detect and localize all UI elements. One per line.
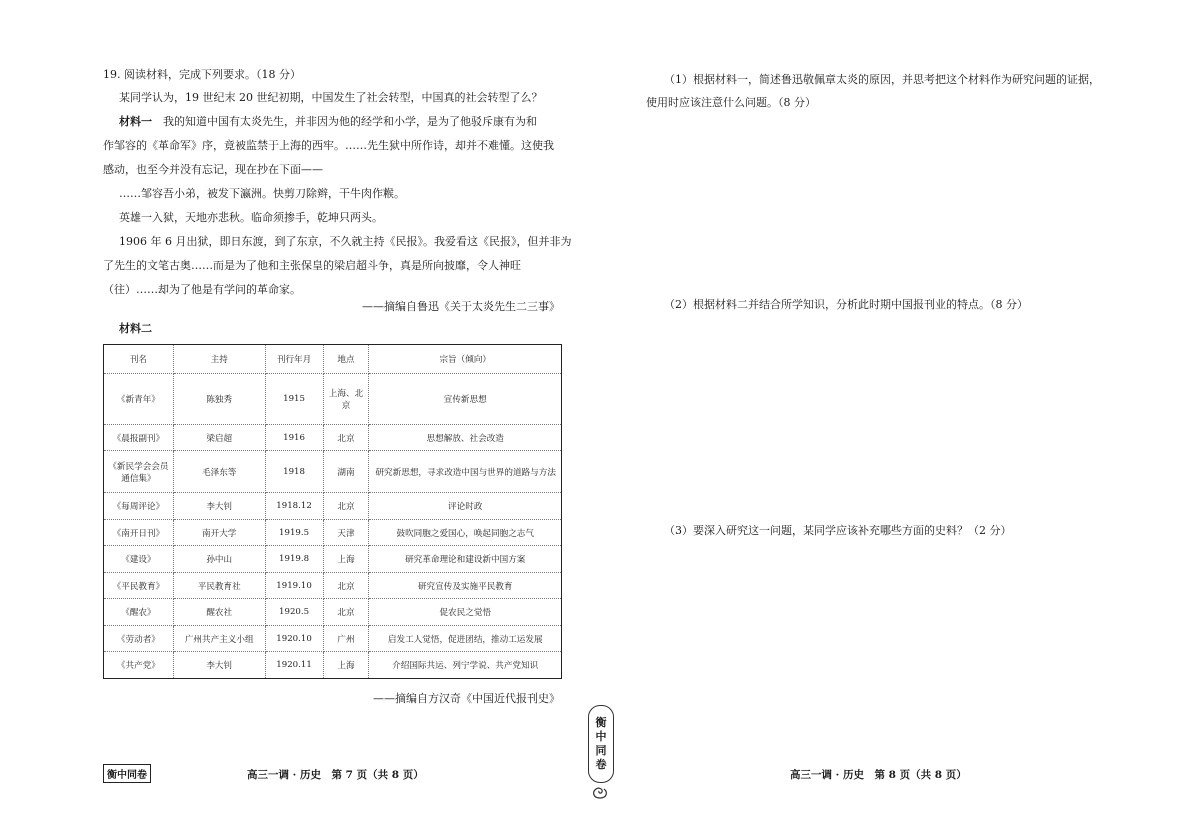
table-header: 刊行年月 (265, 345, 323, 374)
table-cell: 1918.12 (265, 493, 323, 520)
table-cell: 1915 (265, 374, 323, 425)
sub-question-1-line2: 使用时应该注意什么问题。（8 分） (646, 96, 816, 109)
table-row (104, 625, 562, 652)
table-cell: 介绍国际共运、列宁学说、共产党知识 (369, 652, 562, 679)
table-cell: 鼓吹同胞之爱国心，唤起同胞之志气 (369, 519, 562, 546)
table-row (104, 599, 562, 626)
table-cell: 湖南 (323, 451, 369, 493)
table-cell: 《南开日刊》 (104, 519, 174, 546)
table-row (104, 451, 562, 493)
seal-char: 卷 (595, 758, 607, 771)
table-cell: 毛泽东等 (173, 451, 265, 493)
table-cell: 上海、北京 (323, 374, 369, 425)
question-title: 19. 阅读材料，完成下列要求。（18 分） (103, 68, 301, 81)
question-intro: 某同学认为，19 世纪末 20 世纪初期，中国发生了社会转型，中国真的社会转型了么？ (119, 91, 543, 104)
table-cell: 《共产党》 (104, 652, 174, 679)
poem-line1: ……邹容吾小弟，被发下瀛洲。快剪刀除辫，干牛肉作糇。 (119, 187, 405, 200)
material-one-line6: （往）……却为了他是有学问的革命家。 (103, 283, 301, 296)
table-row (104, 546, 562, 573)
table-cell: 《晨报副刊》 (104, 424, 174, 451)
page-footer-right: 高三一调 · 历史 第 8 页（共 8 页） (790, 769, 967, 781)
table-cell: 1919.10 (265, 572, 323, 599)
material-one-line5: 了先生的文笔古奥……而是为了他和主张保皇的梁启超斗争，真是所向披靡，令人神旺 (103, 259, 521, 272)
seal-char: 衡 (595, 716, 607, 729)
material-two-label: 材料二 (119, 322, 152, 335)
table-cell: 《平民教育》 (104, 572, 174, 599)
table-cell: 广州共产主义小组 (173, 625, 265, 652)
material-one-label: 材料一 (119, 115, 152, 128)
table-cell: 《醒农》 (104, 599, 174, 626)
table-cell: 北京 (323, 424, 369, 451)
table-row (104, 493, 562, 520)
table-cell: 研究宣传及实施平民教育 (369, 572, 562, 599)
material-one-line4: 1906 年 6 月出狱，即日东渡，到了东京，不久就主持《民报》。我爱看这《民报》，但并非为 (119, 235, 572, 248)
table-cell: 1920.10 (265, 625, 323, 652)
table-header-row (104, 345, 562, 374)
sub-question-2: （2）根据材料二并结合所学知识，分析此时期中国报刊业的特点。（8 分） (664, 298, 1028, 311)
table-cell: 《劳动者》 (104, 625, 174, 652)
sub-question-1-line1: （1）根据材料一，简述鲁迅敬佩章太炎的原因，并思考把这个材料作为研究问题的证据， (664, 73, 1100, 86)
table-row (104, 374, 562, 425)
seal-char: 中 (595, 730, 607, 743)
table-row (104, 572, 562, 599)
table-cell: 宣传新思想 (369, 374, 562, 425)
seal-char: 同 (595, 744, 607, 757)
table-cell: 南开大学 (173, 519, 265, 546)
table-cell: 平民教育社 (173, 572, 265, 599)
table-cell: 李大钊 (173, 652, 265, 679)
table-cell: 孙中山 (173, 546, 265, 573)
table-cell: 醒农社 (173, 599, 265, 626)
table-header: 刊名 (104, 345, 174, 374)
poem-line2: 英雄一入狱，天地亦悲秋。临命须掺手，乾坤只两头。 (119, 211, 383, 224)
table-cell: 《建设》 (104, 546, 174, 573)
table-header: 地点 (323, 345, 369, 374)
table-cell: 《新民学会会员通信集》 (104, 451, 174, 493)
table-cell: 思想解放、社会改造 (369, 424, 562, 451)
table-cell: 上海 (323, 652, 369, 679)
table-cell: 1920.5 (265, 599, 323, 626)
table-cell: 研究革命理论和建设新中国方案 (369, 546, 562, 573)
sub-question-3: （3）要深入研究这一问题，某同学应该补充哪些方面的史料？（2 分） (664, 524, 1012, 537)
table-row (104, 424, 562, 451)
table-cell: 陈独秀 (173, 374, 265, 425)
table-cell: 促农民之觉悟 (369, 599, 562, 626)
table-header: 主持 (173, 345, 265, 374)
material-one-line2: 作邹容的《革命军》序，竟被监禁于上海的西牢。……先生狱中所作诗，却并不难懂。这使我 (103, 139, 554, 152)
material-one-line3: 感动，也至今并没有忘记，现在抄在下面—— (103, 163, 323, 176)
table-cell: 1919.8 (265, 546, 323, 573)
table-cell: 梁启超 (173, 424, 265, 451)
table-row (104, 519, 562, 546)
table-cell: 评论时政 (369, 493, 562, 520)
table-cell: 1916 (265, 424, 323, 451)
material-one-text1: 我的知道中国有太炎先生，并非因为他的经学和小学，是为了他驳斥康有为和 (163, 115, 537, 128)
table-row (104, 652, 562, 679)
table-cell: 1918 (265, 451, 323, 493)
table-cell: 1919.5 (265, 519, 323, 546)
material-one-source: ——摘编自鲁迅《关于太炎先生二三事》 (362, 300, 560, 313)
table-header: 宗旨（倾向） (369, 345, 562, 374)
material-one-line1 (119, 115, 537, 129)
table-cell: 李大钊 (173, 493, 265, 520)
journal-table (103, 344, 562, 679)
table-cell: 广州 (323, 625, 369, 652)
table-cell: 1920.11 (265, 652, 323, 679)
table-cell: 上海 (323, 546, 369, 573)
table-cell: 启发工人觉悟，促进团结，推动工运发展 (369, 625, 562, 652)
page-footer-left: 高三一调 · 历史 第 7 页（共 8 页） (247, 769, 424, 781)
table-cell: 北京 (323, 493, 369, 520)
right-page (600, 0, 1200, 827)
table-cell: 天津 (323, 519, 369, 546)
table-cell: 北京 (323, 599, 369, 626)
table-cell: 北京 (323, 572, 369, 599)
table-cell: 《每周评论》 (104, 493, 174, 520)
brand-stamp: 衡中同卷 (103, 764, 151, 783)
material-two-source: ——摘编自方汉奇《中国近代报刊史》 (373, 692, 560, 705)
table-cell: 研究新思想，寻求改造中国与世界的道路与方法 (369, 451, 562, 493)
table-cell: 《新青年》 (104, 374, 174, 425)
